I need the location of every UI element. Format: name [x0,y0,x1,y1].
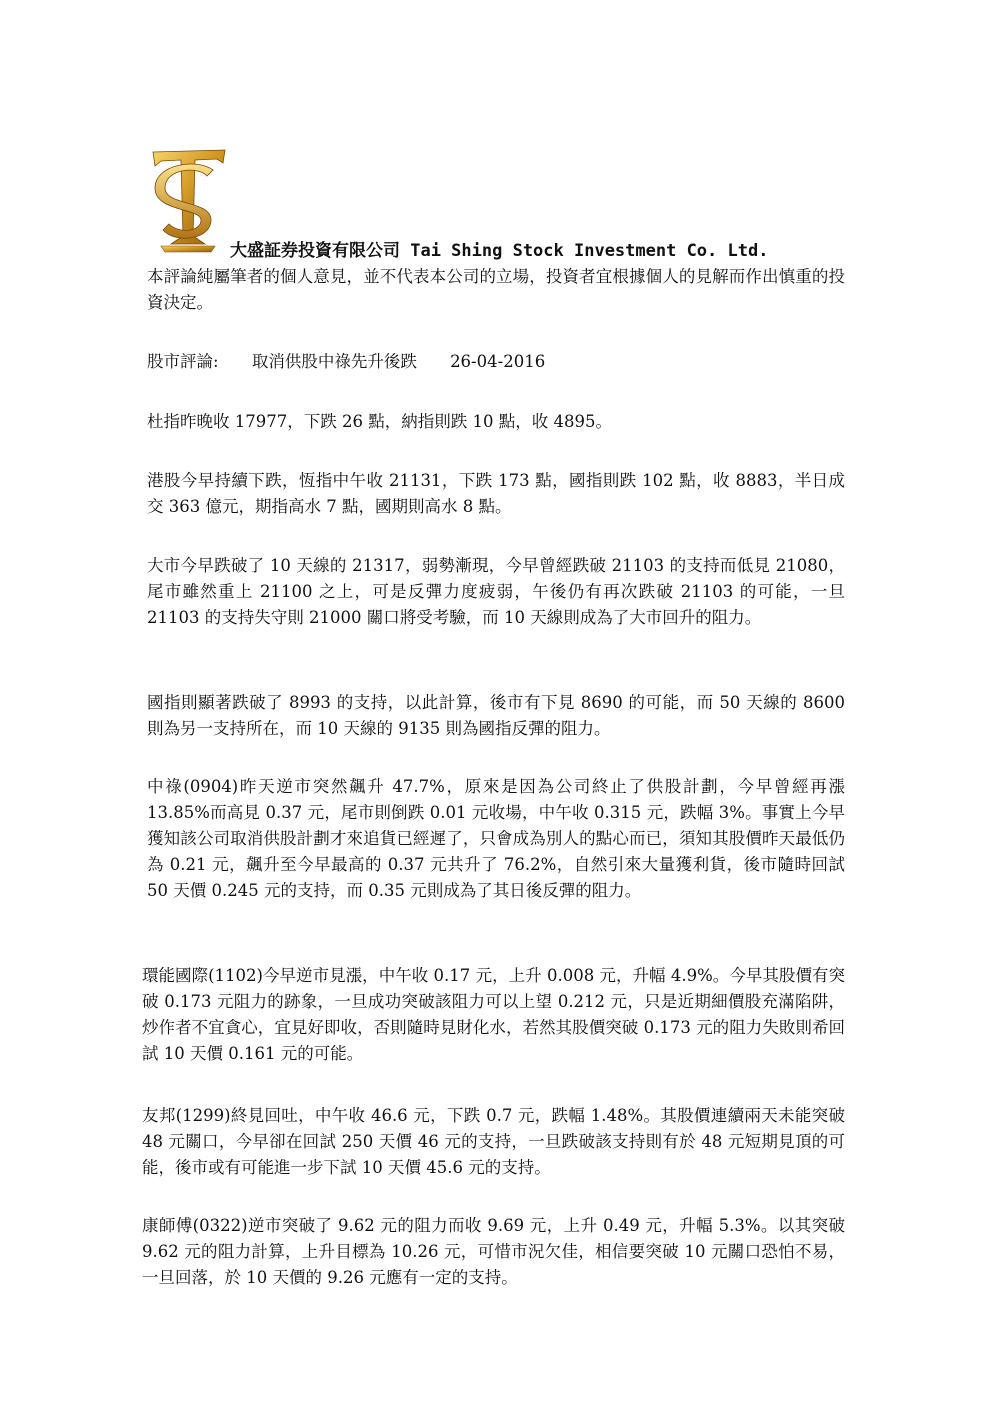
paragraph-stock-0322: 康師傅(0322)逆市突破了 9.62 元的阻力而收 9.69 元，上升 0.49 元，升幅 5.3%。以其突破 9.62 元的阻力計算，上升目標為 10.26 元，可惜市況欠佳，相信要突破 10 元關口恐怕不易，一旦回落，於 10 天價的 9.26 元應有一定的支持。 [142,1216,845,1287]
disclaimer-text: 本評論純屬筆者的個人意見，並不代表本公司的立場，投資者宜根據個人的見解而作出慎重的投資決定。 [147,267,845,312]
paragraph-dow-nasdaq: 杜指昨晚收 17977，下跌 26 點，納指則跌 10 點，收 4895。 [147,412,612,431]
paragraph-stock-0904: 中祿(0904)昨天逆市突然飆升 47.7%，原來是因為公司終止了供股計劃，今早曾經再漲 13.85%而高見 0.37 元，尾市則倒跌 0.01 元收場，中午收 0.315 元，跌幅 3%。事實上今早獲知該公司取消供股計劃才來追貨已經遲了，只會成為別人的點心而已，須知其股價昨天最低仍為 0.21 元，飆升至今早最高的 0.37 元共升了 76.2%，自然引來大量獲利貨，後市隨時回試 50 天價 0.245 元的支持，而 0.35 元則成為了其日後反彈的阻力。 [147,777,845,900]
commentary-title: 取消供股中祿先升後跌 [251,352,417,371]
paragraph-hsi-analysis: 大市今早跌破了 10 天線的 21317，弱勢漸現，今早曾經跌破 21103 的支持而低見 21080，尾市雖然重上 21100 之上，可是反彈力度疲弱，午後仍有再次跌破 21103 的可能，一旦 21103 的支持失守則 21000 關口將受考驗，而 10 天線則成為了大市回升的阻力。 [147,556,845,627]
commentary-heading [147,349,845,375]
paragraph-stock-1299: 友邦(1299)終見回吐，中午收 46.6 元，下跌 0.7 元，跌幅 1.48%。其股價連續兩天未能突破 48 元關口，今早卻在回試 250 天價 46 元的支持，一旦跌破該支持則有於 48 元短期見頂的可能，後市或有可能進一步下試 10 天價 45.6 元的支持。 [142,1106,845,1177]
company-logo [147,146,229,254]
paragraph-hscei-analysis: 國指則顯著跌破了 8993 的支持，以此計算，後市有下見 8690 的可能，而 50 天線的 8600 則為另一支持所在，而 10 天線的 9135 則為國指反彈的阻力。 [147,693,845,738]
commentary-label: 股市評論: [147,352,219,371]
paragraph-hk-market: 港股今早持續下跌，恆指中午收 21131，下跌 173 點，國指則跌 102 點，收 8883，半日成交 363 億元，期指高水 7 點，國期則高水 8 點。 [147,471,845,516]
commentary-date: 26-04-2016 [450,352,546,371]
company-name: 大盛証券投資有限公司 Tai Shing Stock Investment Co. Ltd. [230,241,769,261]
paragraph-stock-1102: 環能國際(1102)今早逆市見漲，中午收 0.17 元，上升 0.008 元，升幅 4.9%。今早其股價有突破 0.173 元阻力的跡象，一旦成功突破該阻力可以上望 0.212 元，只是近期細價股充滿陷阱，炒作者不宜貪心，宜見好即收，否則隨時見財化水，若然其股價突破 0.173 元的阻力失敗則希回試 10 天價 0.161 元的可能。 [142,966,845,1063]
